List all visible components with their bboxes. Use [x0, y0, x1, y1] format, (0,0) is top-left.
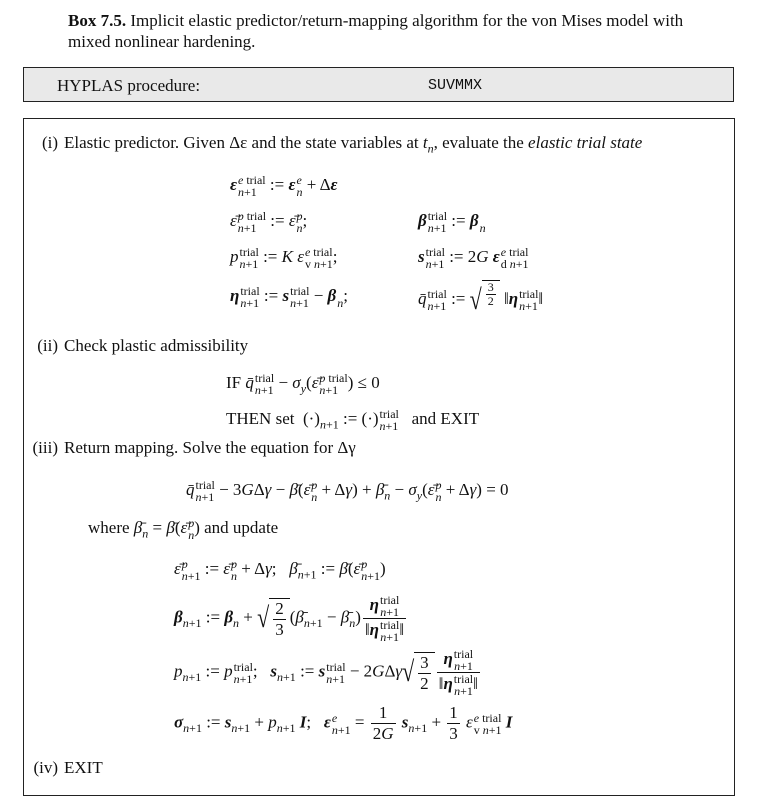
- eq-elastic-strain-trial: ε e trial n+1 := ε e n + Δε: [230, 173, 338, 199]
- where-prefix: where: [88, 517, 130, 537]
- eq-effective-stress-trial: q̄ trial n+1 := √ $\frac{3}{2}$ ‖η trial n+1 ‖: [418, 280, 543, 320]
- eq-backstress-trial: β trial n+1 := β n: [418, 209, 486, 235]
- box-caption: [68, 10, 728, 52]
- step-number: (iv): [33, 758, 58, 777]
- eq-then-set: THEN set $(\cdot)_{n+1}$ := (·) trial n+1 and EXIT: [226, 407, 480, 433]
- procedure-name: SUVMMX: [428, 77, 483, 94]
- step-number: (ii): [37, 336, 58, 355]
- if-keyword: IF: [226, 372, 242, 392]
- eq-consistency: q̄ trial n+1 − 3GΔγ − β̄(ε̄ p n + $\Delta\gamma) + \betā_n$ − $\sigma_y(\varepsilon̄$ p n + Δγ) = 0: [186, 478, 509, 504]
- eq-update-pressure-deviatoric: $p_{n+1}$ := p trial n+1 ; $s_{n+1}$ := s trial n+1 − 2GΔγ √ $\frac{3}{2}$ η trial n+1 ‖η trial n+1 ‖: [174, 647, 478, 698]
- eq-pressure-trial: p trial n+1 := K ε e trial v n+1 ;: [230, 245, 338, 271]
- step-i-text-a: Elastic predictor. Given Δε and the state variables at: [64, 133, 423, 152]
- step-ii-text: Check plastic admissibility: [64, 336, 249, 355]
- then-keyword: THEN set: [226, 408, 295, 428]
- procedure-header: [23, 67, 734, 102]
- eq-where: where $\betā_n$ = β̄(ε̄ p n ) and update: [88, 516, 279, 542]
- step-iii-text: Return mapping. Solve the equation for Δγ: [64, 438, 356, 457]
- step-iii: [24, 438, 356, 458]
- and-exit: and EXIT: [411, 408, 480, 428]
- caption-label: Box 7.5.: [68, 11, 127, 30]
- step-iv-text: EXIT: [64, 758, 103, 777]
- step-iv: [24, 758, 103, 778]
- eq-update-backstress: $\beta_{n+1}$ := $\beta_n$ + √ $\frac{2}{3}$ ($\betā_{n+1}$ − $\betā_n$) η trial n+1 ‖η trial n+1 ‖: [174, 593, 405, 644]
- step-i-tn: t: [422, 133, 428, 152]
- procedure-label: HYPLAS procedure:: [57, 76, 201, 95]
- eq-update-acc-strain: ε̄ p n+1 := ε̄ p n + Δγ; $\betā_{n+1}$ := β̄(ε̄ p n+1 ): [174, 557, 386, 583]
- eq-relative-stress-trial: η trial n+1 := s trial n+1 − β n ;: [230, 284, 348, 310]
- step-i-text-b: , evaluate the: [433, 133, 529, 152]
- step-i-italic: elastic trial state: [528, 133, 643, 152]
- step-number: (iii): [32, 438, 58, 457]
- eq-acc-plastic-strain-trial: ε̄ p trial n+1 := ε̄ p n ;: [230, 209, 308, 235]
- step-number: (i): [41, 133, 58, 152]
- eq-yield-check: IF q̄ trial n+1 − $\sigma_y(\varepsilon̄$ p trial n+1 ) ≤ 0: [226, 371, 380, 397]
- step-i: (i) Elastic predictor. Given Δε and the state variables at $t_n$, evaluate the elastic trial state: [24, 133, 642, 153]
- eq-deviatoric-stress-trial: s trial n+1 := 2G ε e trial d n+1: [418, 245, 529, 271]
- where-suffix: and update: [204, 517, 279, 537]
- caption-text: Implicit elastic predictor/return-mapping algorithm for the von Mises model with mixed nonlinear hardening.: [68, 11, 684, 51]
- step-ii: [24, 336, 248, 356]
- eq-update-stress-strain: $\sigma_{n+1}$ := $s_{n+1} + p_{n+1}$ I; ε e n+1 = $\frac{1}{2G}$ $s_{n+1}$ + $\frac{1}{3}$ ε e trial v n+1 I: [174, 703, 513, 743]
